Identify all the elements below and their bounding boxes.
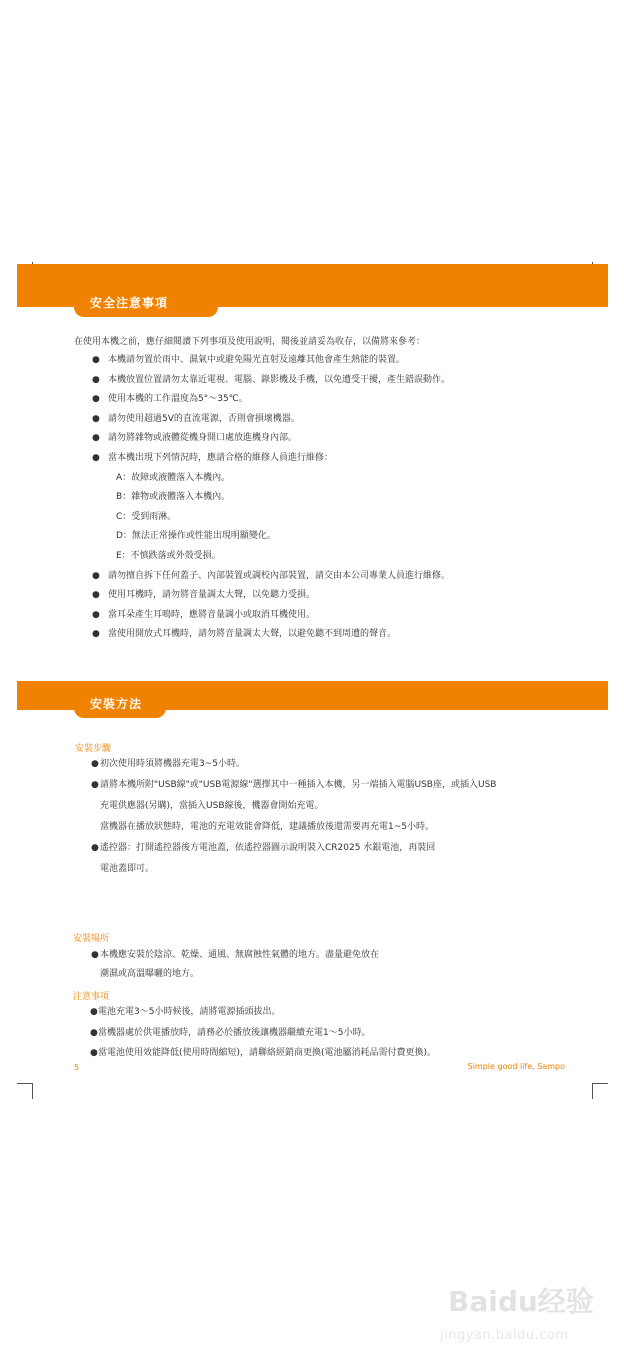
list-item	[92, 589, 450, 609]
bullet-icon: ●	[92, 355, 100, 365]
section-title-install: 安裝方法	[74, 690, 166, 718]
bullet-icon: ●	[92, 590, 100, 601]
list-item	[91, 968, 379, 987]
list-item-text: 當本機出現下列情況時，應請合格的維修人員進行維修：	[108, 452, 334, 463]
list-item	[91, 949, 379, 968]
page-number: 5	[74, 1063, 80, 1072]
list-item-text: 潮濕或高溫曝曬的地方。	[100, 969, 200, 979]
list-item-text: 當耳朵產生耳鳴時，應將音量調小或取消耳機使用。	[108, 609, 316, 620]
list-item-text: 電池充電3～5小時候後，請將電源插頭拔出。	[98, 1007, 281, 1017]
list-item	[91, 758, 496, 779]
list-item-text: 遙控器：打開遙控器後方電池蓋，依遙控器圖示說明裝入CR2025 水銀電池，再裝回	[100, 843, 436, 853]
install-location-title: 安裝場所	[73, 934, 110, 944]
list-item-text: 充電供應器(另購)，當插入USB線後，機器會開始充電。	[100, 801, 324, 811]
footer-slogan: Simple good life, Sampo	[467, 1062, 565, 1071]
bullet-icon: ●	[90, 1048, 98, 1058]
list-item	[90, 1047, 436, 1068]
crop-mark	[592, 1083, 593, 1099]
list-item-text: C：受到雨淋。	[116, 511, 177, 522]
bullet-icon: ●	[92, 452, 100, 463]
install-location-list	[91, 949, 379, 987]
bullet-icon: ●	[92, 629, 100, 640]
list-item	[92, 628, 450, 648]
list-item-text: 請勿將雜物或液體從機身開口處放進機身內部。	[108, 433, 298, 444]
list-item-text: 電池蓋即可。	[100, 864, 155, 874]
safety-list	[92, 354, 450, 648]
list-item-text: 當機器處於供電播放時，請務必於播放後讓機器繼續充電1～5小時。	[98, 1027, 371, 1038]
bullet-icon: ●	[90, 1027, 98, 1038]
safety-intro: 在使用本機之前，應仔細閱讀下列事項及使用說明，閱後並請妥為收存，以備將來參考：	[74, 337, 426, 347]
crop-mark	[32, 1083, 33, 1099]
list-item	[92, 511, 450, 531]
list-item	[92, 530, 450, 550]
list-item	[92, 413, 450, 433]
list-item-text: 使用耳機時，請勿將音量調太大聲，以免聽力受損。	[108, 590, 316, 601]
list-item	[92, 550, 450, 570]
list-item	[91, 779, 496, 800]
bullet-icon: ●	[92, 570, 100, 581]
bullet-icon: ●	[92, 609, 100, 620]
list-item	[92, 393, 450, 413]
watermark-url: jingyan.baidu.com	[440, 1328, 569, 1343]
list-item-text: E：不慎跌落或外殼受損。	[116, 550, 221, 561]
crop-mark	[592, 1083, 608, 1084]
list-item	[92, 472, 450, 492]
list-item-text: 初次使用時須將機器充電3~5小時。	[100, 759, 245, 769]
bullet-icon: ●	[92, 394, 100, 405]
list-item-text: B：雜物或液體落入本機內。	[116, 492, 231, 503]
bullet-icon: ●	[92, 433, 100, 444]
list-item-text: 當電池使用效能降低(使用時間縮短)，請聯絡經銷商更換(電池屬消耗品需付費更換)。	[98, 1048, 437, 1058]
bullet-icon: ●	[92, 374, 100, 385]
notes-list	[90, 1006, 436, 1068]
notes-title: 注意事項	[73, 992, 110, 1002]
list-item	[92, 452, 450, 472]
list-item	[92, 374, 450, 394]
watermark	[440, 1268, 600, 1358]
list-item-text: 本機放置位置請勿太靠近電視、電腦、錄影機及手機，以免遭受干擾，產生錯誤動作。	[108, 374, 451, 385]
list-item	[92, 609, 450, 629]
bullet-icon: ●	[92, 413, 100, 424]
bullet-icon: ●	[90, 1007, 98, 1017]
list-item	[92, 570, 450, 590]
list-item	[91, 800, 496, 821]
list-item-text: 當機器在播放狀態時，電池的充電效能會降低，建議播放後還需要再充電1~5小時。	[100, 822, 434, 832]
list-item-text: 請勿使用超過5V的直流電源，否則會損壞機器。	[108, 413, 300, 424]
list-item	[90, 1006, 436, 1027]
list-item	[92, 432, 450, 452]
list-item	[92, 491, 450, 511]
list-item	[90, 1027, 436, 1048]
watermark-logo: Baidu经验	[448, 1285, 594, 1318]
list-item	[92, 354, 450, 374]
bullet-icon: ●	[91, 759, 99, 769]
list-item-text: D：無法正常操作或性能出現明顯變化。	[116, 531, 276, 542]
list-item-text: A：故障或液體落入本機內。	[116, 472, 231, 483]
install-steps-title: 安裝步驟	[75, 744, 112, 754]
list-item-text: 當使用開放式耳機時，請勿將音量調太大聲，以避免聽不到周遭的聲音。	[108, 629, 397, 640]
bullet-icon: ●	[91, 843, 99, 853]
list-item	[91, 842, 496, 863]
bullet-icon: ●	[91, 950, 99, 960]
install-steps-list	[91, 758, 496, 884]
section-title-safety: 安全注意事項	[74, 289, 218, 317]
list-item-text: 請勿擅自拆下任何蓋子、內部裝置或調校內部裝置，請交由本公司專業人員進行維修。	[108, 570, 451, 581]
list-item-text: 本機應安裝於陰涼、乾燥、通風、無腐蝕性氣體的地方。盡量避免放在	[100, 950, 380, 960]
list-item-text: 請將本機所附"USB線"或"USB電源線"選擇其中一種插入本機，另一端插入電腦USB座，或插入USB	[100, 780, 497, 790]
bullet-icon: ●	[91, 780, 99, 790]
list-item	[91, 863, 496, 884]
list-item-text: 本機請勿置於雨中、濕氣中或避免陽光直射及遠離其他會產生熱能的裝置。	[108, 355, 406, 365]
list-item	[91, 821, 496, 842]
list-item-text: 使用本機的工作溫度為5°～35℃。	[108, 394, 248, 405]
crop-mark	[17, 1083, 33, 1084]
